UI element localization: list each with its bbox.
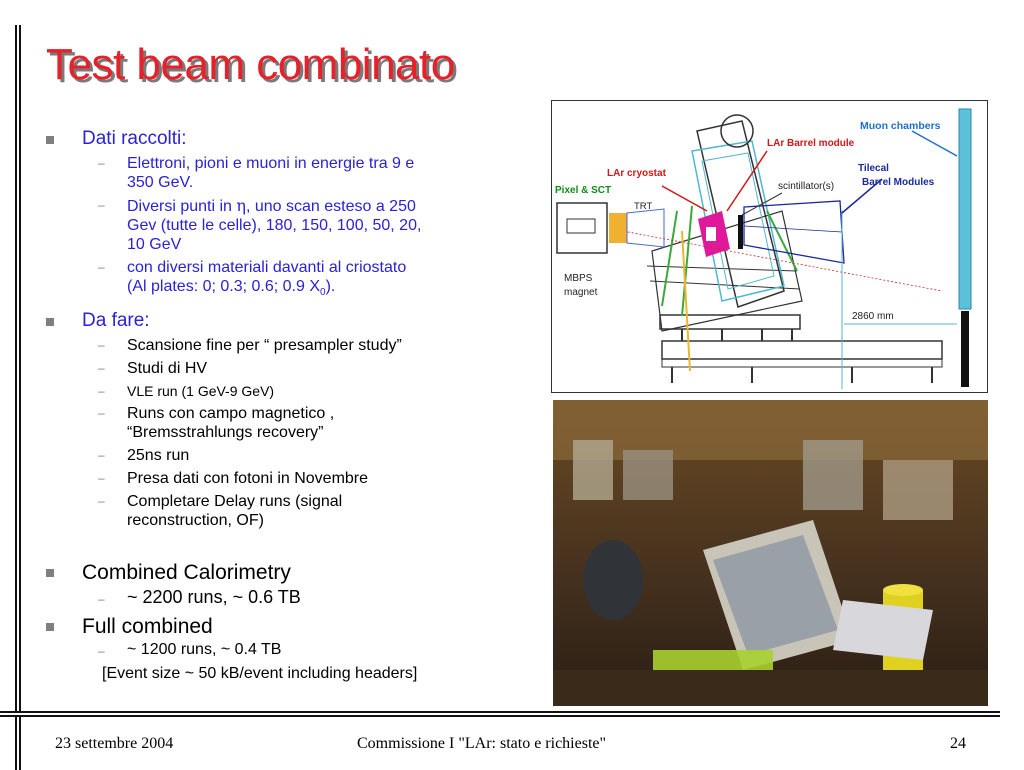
photo-illustration (553, 400, 988, 706)
diagram-svg (552, 101, 987, 392)
pixel-sct-box (557, 203, 607, 253)
left-frame-bar (15, 25, 21, 770)
cryostat-top-ring (721, 115, 753, 147)
test-beam-photo (553, 400, 988, 706)
sub-bullet: – Presa dati con fotoni in Novembre (98, 470, 369, 488)
sub-bullet: – Runs con campo magnetico , “Bremsstrahlungs recovery” (98, 405, 335, 442)
label-pixel-sct: Pixel & SCT (555, 185, 612, 196)
bullet-combined-calorimetry: Combined Calorimetry (44, 560, 514, 586)
label-tilecal: Tilecal (858, 163, 889, 174)
slide-body (44, 128, 514, 684)
square-bullet-icon (46, 136, 54, 144)
sub-bullet: – Studi di HV (98, 360, 208, 378)
dash-bullet-icon: – (98, 198, 105, 212)
footer-page-number: 24 (950, 735, 966, 752)
label-distance: 2860 mm (852, 311, 894, 322)
label-lar-cryostat: LAr cryostat (607, 168, 666, 179)
trt-block (609, 213, 627, 243)
bullet-full-combined: Full combined (44, 614, 514, 640)
square-bullet-icon (46, 318, 54, 326)
sub-bullet: – VLE run (1 GeV-9 GeV) (98, 383, 275, 400)
dash-bullet-icon: – (98, 384, 105, 399)
muon-arrow (912, 131, 957, 156)
test-beam-layout-diagram (551, 100, 988, 393)
dash-bullet-icon: – (98, 361, 105, 376)
slide-title: Test beam combinato (46, 40, 455, 89)
label-barrel-modules: Barrel Modules (862, 177, 935, 188)
label-muon-chambers: Muon chambers (860, 120, 941, 132)
dash-bullet-icon: – (98, 338, 105, 353)
sub-bullet: – con diversi materiali davanti al criostato (Al plates: 0; 0.3; 0.6; 0.9 $X_0$). (98, 259, 407, 299)
dash-bullet-icon: – (98, 260, 105, 274)
sub-bullet: – Elettroni, pioni e muoni in energie tra 9 e 350 GeV. (98, 155, 415, 191)
dash-bullet-icon: – (98, 644, 105, 659)
footer-title: Commissione I "LAr: stato e richieste" (357, 735, 607, 752)
label-magnet: magnet (564, 287, 598, 298)
dash-bullet-icon: – (98, 156, 105, 170)
dash-bullet-icon: – (98, 448, 105, 463)
footer-date: 23 settembre 2004 (55, 735, 174, 752)
label-mbps: MBPS (564, 273, 593, 284)
sub-bullet: – ~ 2200 runs, ~ 0.6 TB (44, 586, 514, 608)
sub-bullet: – 25ns run (98, 447, 190, 465)
scintillator-shape (738, 215, 743, 249)
sub-bullet: – Scansione fine per “ presampler study” (98, 337, 402, 355)
base-plate (662, 359, 942, 367)
square-bullet-icon (46, 569, 54, 577)
event-size-note: [Event size ~ 50 kB/event including headers] (102, 665, 418, 683)
dash-bullet-icon: – (98, 471, 105, 486)
tilecal-wedge (744, 201, 844, 263)
dash-bullet-icon: – (98, 592, 105, 607)
label-scintillator: scintillator(s) (778, 181, 835, 192)
muon-chamber-column (959, 109, 971, 309)
base-table (662, 341, 942, 359)
bullet-da-fare: Da fare: (44, 310, 514, 332)
square-bullet-icon (46, 623, 54, 631)
bottom-frame-bar (0, 711, 1000, 717)
label-lar-barrel: LAr Barrel module (767, 138, 855, 149)
dash-bullet-icon: – (98, 494, 105, 509)
muon-chamber-base (961, 311, 969, 387)
dash-bullet-icon: – (98, 406, 105, 421)
label-trt: TRT (634, 201, 653, 212)
bullet-dati-raccolti: Dati raccolti: (44, 128, 514, 150)
sub-bullet: – Completare Delay runs (signal reconstruction, OF) (98, 493, 343, 530)
sub-bullet: – Diversi punti in η, uno scan esteso a 250 Gev (tutte le celle), 180, 150, 100, 50, 20, 10 GeV (98, 196, 422, 253)
sub-bullet: – ~ 1200 runs, ~ 0.4 TB (44, 640, 514, 660)
